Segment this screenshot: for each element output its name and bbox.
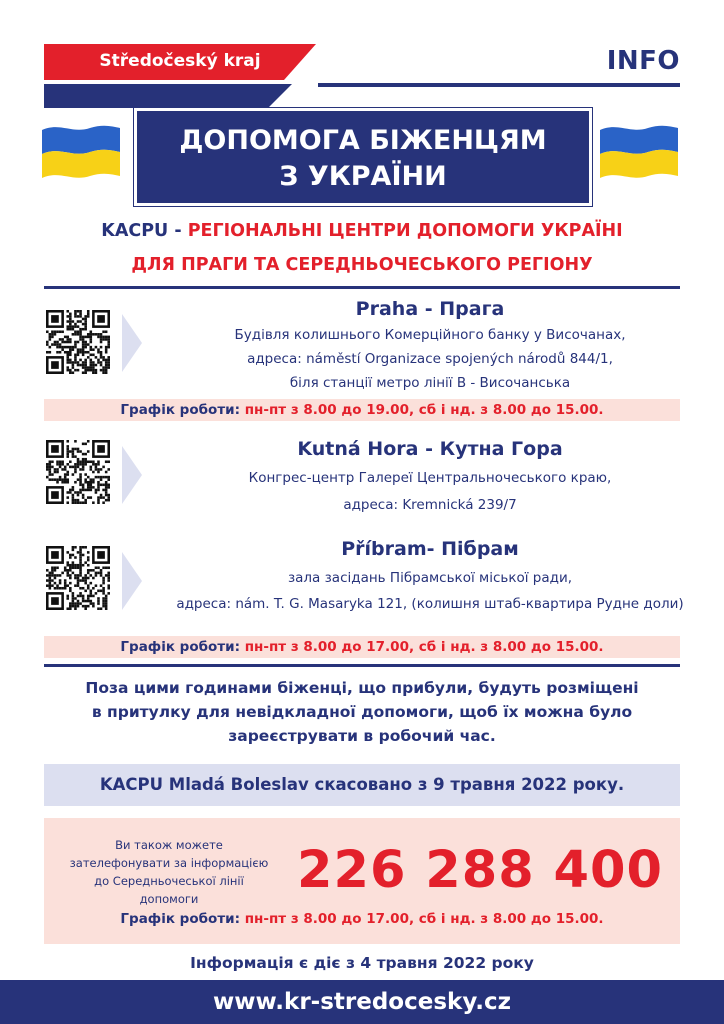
region-name: Středočeský kraj [99, 51, 261, 71]
hours-label: Графік роботи: [120, 402, 241, 418]
hours-label: Графік роботи: [120, 911, 241, 927]
center-address-line: біля станції метро лінії B - Височанська [289, 375, 571, 391]
hours-bar-others [44, 636, 680, 658]
center-name-kutna-hora: Kutná Hora - Кутна Гора [297, 438, 563, 460]
hours-bar-praha [44, 399, 680, 421]
qr-code-icon [46, 546, 110, 610]
center-name-praha: Praha - Прага [355, 298, 505, 320]
qr-code-icon [46, 310, 110, 374]
subtitle-prefix: KACPU - [101, 221, 188, 241]
hours-text: пн-пт з 8.00 до 19.00, сб і нд. з 8.00 до 15.00. [240, 402, 604, 418]
subtitle-line-2: ДЛЯ ПРАГИ ТА СЕРЕДНЬОЧЕСЬКОГО РЕГІОНУ [131, 255, 593, 275]
title-line-2: З УКРАЇНИ [279, 161, 447, 192]
hours-text: пн-пт з 8.00 до 17.00, сб і нд. з 8.00 до 15.00. [240, 639, 604, 655]
notice-line: Поза цими годинами біженці, що прибули, будуть розміщені [85, 679, 639, 697]
phone-caption [64, 836, 274, 908]
ukraine-flag-icon [42, 124, 120, 180]
footer-url-link[interactable]: www.kr-stredocesky.cz [0, 980, 724, 1024]
phone-hours [44, 908, 680, 930]
center-address-line: адреса: nám. T. G. Masaryka 121, (колишня штаб-квартира Рудне доли) [176, 596, 684, 612]
phone-caption-line: до Середньочеської лінії [94, 874, 244, 888]
hours-text: пн-пт з 8.00 до 17.00, сб і нд. з 8.00 до 15.00. [240, 911, 604, 927]
center-address-line: Будівля колишнього Комерційного банку у Височанах, [234, 327, 626, 343]
notice-line: зареєструвати в робочий час. [228, 727, 496, 745]
section-rule [44, 286, 680, 289]
phone-caption-line: Ви також можете [115, 838, 223, 852]
qr-code-icon [46, 440, 110, 504]
center-address-line: адреса: Kremnická 239/7 [343, 497, 517, 513]
phone-caption-line: допомоги [139, 892, 199, 906]
subtitle-line-1 [40, 218, 684, 244]
ukraine-flag-icon [600, 124, 678, 180]
hours-label: Графік роботи: [120, 639, 241, 655]
title-line-1: ДОПОМОГА БІЖЕНЦЯМ [179, 125, 547, 156]
valid-from: Інформація є діє з 4 травня 2022 року [190, 954, 534, 972]
section-rule [44, 664, 680, 667]
center-address-line: адреса: náměstí Organizace spojených národů 844/1, [247, 351, 613, 367]
center-name-pribram: Příbram- Пібрам [341, 538, 519, 560]
title-box [134, 108, 592, 206]
phone-number[interactable]: 226 288 400 [297, 841, 663, 900]
notice-line: в притулку для невідкладної допомоги, щоб їх можна було [91, 703, 633, 721]
center-address-line: Конгрес-центр Галереї Центральночеського краю, [248, 470, 612, 486]
subtitle-text-1: РЕГІОНАЛЬНІ ЦЕНТРИ ДОПОМОГИ УКРАЇНІ [187, 221, 623, 241]
header-rule [318, 83, 680, 87]
info-label: INFO [606, 46, 680, 76]
center-address-line: зала засідань Пібрамської міської ради, [287, 570, 573, 586]
closed-notice: KACPU Mladá Boleslav скасовано з 9 травня 2022 року. [44, 764, 680, 806]
phone-caption-line: зателефонувати за інформацією [69, 856, 269, 870]
